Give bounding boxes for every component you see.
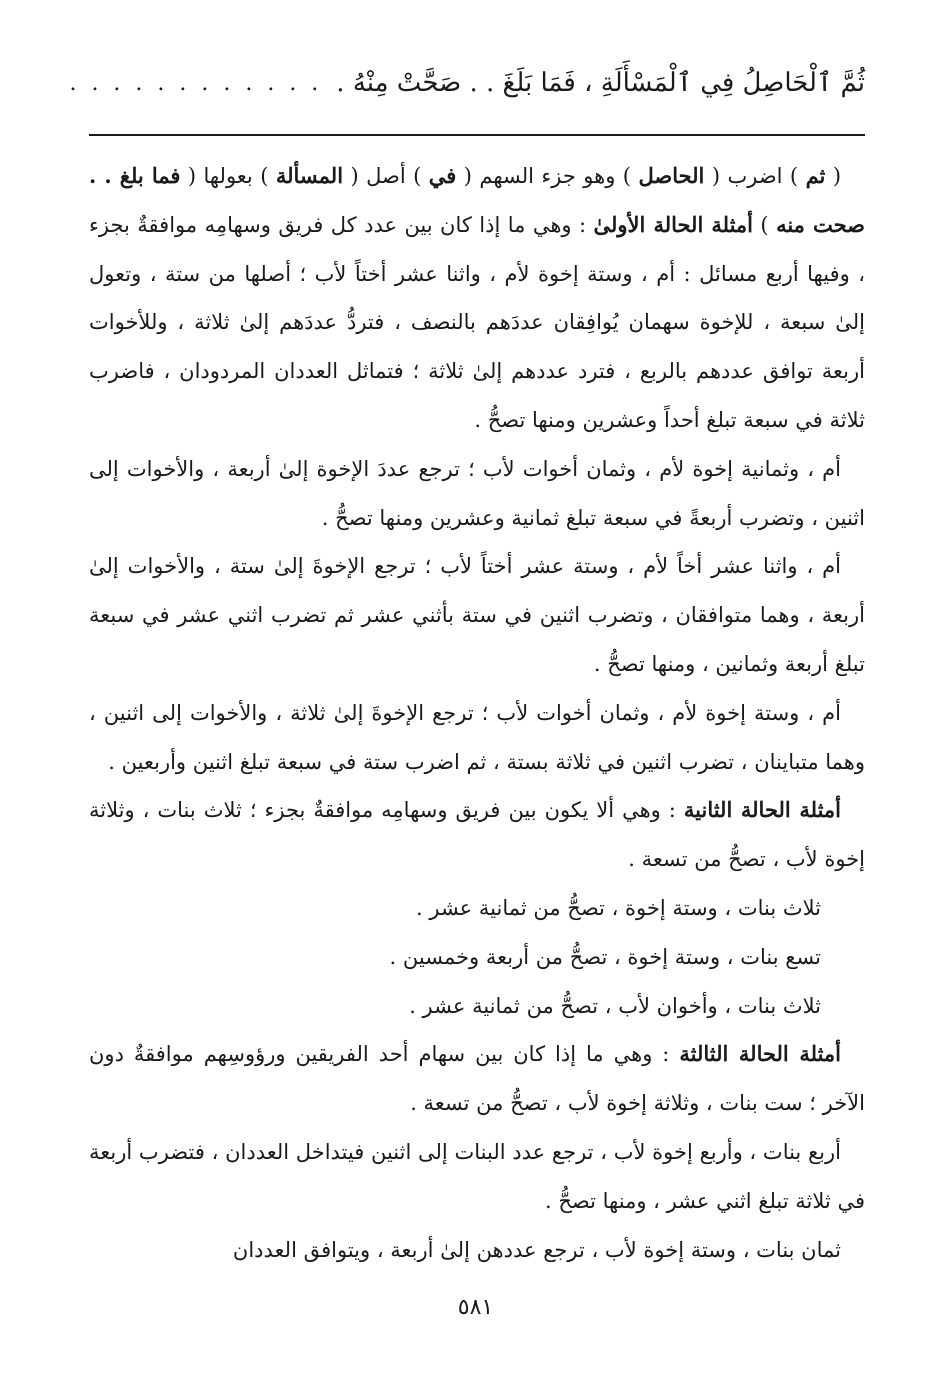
commentary-body [89, 152, 865, 1274]
text-run: : وهي ما إذا كان بين عدد كل فريق وسهامِه موافقةٌ بجزء ، وفيها أربع مسائل : أم ، وستة إخوة لأم ، واثنا عشر أختاً لأب ؛ أصلها من ستة ، وتعول إلىٰ سبعة ، للإخوة سهمان يُوافِقان عددَهم بالنصف ، فتردُّ عددَهم إلىٰ ثلاثة ، وللأخوات أربعة توافق عددهم بالربع ، فترد عددهم إلىٰ ثلاثة ؛ فتماثل العددان المردودان ، فاضرب ثلاثة في سبعة تبلغ أحداً وعشرين ومنها تصحُّ . [89, 212, 865, 432]
bold-term: أمثلة الحالة الثانية [683, 797, 841, 823]
paragraph [89, 1226, 865, 1275]
text-run: ) اضرب ( [704, 164, 806, 188]
text-run: ثلاث بنات ، وستة إخوة ، تصحُّ من ثمانية عشر . [416, 895, 821, 920]
text-run: أربع بنات ، وأربع إخوة لأب ، ترجع عدد البنات إلى اثنين فيتداخل العددان ، فتضرب أربعة في ثلاثة تبلغ اثني عشر ، ومنها تصحُّ . [89, 1139, 865, 1213]
page-number: ٥٨١ [457, 1295, 494, 1320]
paragraph [89, 689, 865, 787]
text-run: ( [825, 164, 842, 188]
paragraph [89, 1128, 865, 1226]
paragraph [89, 542, 865, 688]
paragraph [89, 933, 865, 982]
paragraph [89, 884, 865, 933]
bold-term: المسألة [275, 163, 344, 188]
paragraph [89, 786, 865, 884]
text-run: ثلاث بنات ، وأخوان لأب ، تصحُّ من ثمانية عشر . [409, 993, 821, 1018]
bold-term: فما بلغ . . صحت منه [89, 163, 866, 237]
bold-term: الحاصل [638, 163, 705, 188]
header-verse-text: ثُمَّ ٱلْحَاصِلُ فِي ٱلْمَسْأَلَةِ ، فَمَا بَلَغَ . . صَحَّتْ مِنْهُ . [336, 68, 865, 98]
text-run: تسع بنات ، وستة إخوة ، تصحُّ من أربعة وخمسين . [389, 944, 821, 969]
running-header [69, 58, 865, 108]
paragraph [89, 1030, 865, 1128]
text-run: ) [753, 212, 777, 237]
text-run: ) وهو جزء السهم ( [456, 164, 639, 188]
paragraph [89, 152, 865, 445]
paragraph [89, 445, 865, 543]
bold-term: أمثلة الحالة الثالثة [679, 1041, 841, 1067]
paragraph [89, 982, 865, 1031]
text-run: ) أصل ( [343, 164, 429, 188]
bold-term: في [428, 163, 457, 188]
text-run: ) بعولها ( [180, 164, 276, 188]
text-run: : وهي ما إذا كان بين سهام أحد الفريقين ورؤوسِهم موافقةٌ دون الآخر ؛ ست بنات ، وثلاثة إخوة لأب ، تصحُّ من تسعة . [89, 1042, 865, 1116]
header-dot-leader: . . . . . . . . . . . . [69, 70, 323, 96]
bold-term: أمثلة الحالة الأولىٰ [593, 211, 753, 237]
text-run: ثمان بنات ، وستة إخوة لأب ، ترجع عددهن إلىٰ أربعة ، ويتوافق العددان [232, 1237, 841, 1262]
header-divider [89, 134, 865, 136]
text-run: أم ، وستة إخوة لأم ، وثمان أخوات لأب ؛ ترجع الإخوةَ إلىٰ ثلاثة ، والأخوات إلى اثنين ، وهما متباينان ، تضرب اثنين في ثلاثة بستة ، ثم اضرب ستة في سبعة تبلغ اثنين وأربعين . [89, 700, 865, 774]
bold-term: ثم [805, 163, 826, 188]
text-run: أم ، وثمانية إخوة لأم ، وثمان أخوات لأب ؛ ترجع عددَ الإخوة إلىٰ أربعة ، والأخوات إلى اثنين ، وتضرب أربعةً في سبعة تبلغ ثمانية وعشرين ومنها تصحُّ . [89, 456, 865, 530]
text-run: : وهي ألا يكون بين فريق وسهامِه موافقةٌ بجزء ؛ ثلاث بنات ، وثلاثة إخوة لأب ، تصحُّ من تسعة . [89, 798, 865, 872]
text-run: أم ، واثنا عشر أخاً لأم ، وستة عشر أختاً لأب ؛ ترجع الإخوةَ إلىٰ ستة ، والأخوات إلىٰ أربعة ، وهما متوافقان ، وتضرب اثنين في ستة بأثني عشر ثم تضرب اثني عشر في سبعة تبلغ أربعة وثمانين ، ومنها تصحُّ . [89, 554, 865, 676]
